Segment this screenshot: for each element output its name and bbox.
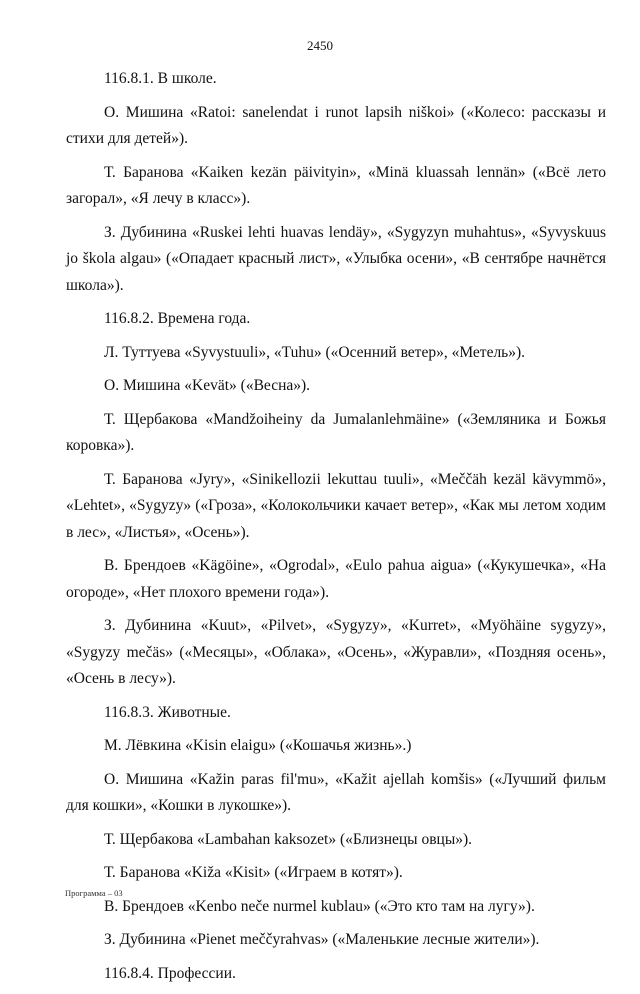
list-item: О. Мишина «Kevät» («Весна»). (104, 377, 311, 394)
document-body (66, 66, 606, 994)
section-heading-seasons: 116.8.2. Времена года. (104, 310, 251, 327)
list-item: З. Дубинина «Ruskei lehti huavas lendäy», «Sygyzyn muhahtus», «Syvyskuus jo škola algau» («Опадает красный лист», «Улыбка осени», «В сентябре начнётся школа»). (66, 223, 606, 294)
page-number: 2450 (307, 38, 333, 53)
list-item: В. Брендоев «Kenbo neče nurmel kublau» («Это кто там на лугу»). (104, 897, 535, 915)
list-item: О. Мишина «Ratoi: sanelendat i runot lapsih niškoi» («Колесо: рассказы и стихи для детей»). (66, 103, 606, 147)
footer-note: Программа – 03 (65, 888, 123, 898)
list-item: В. Брендоев «Kägöine», «Ogrodal», «Eulo pahua aigua» («Кукушечка», «На огороде», «Нет плохого времени года»). (66, 557, 606, 601)
list-item: Т. Баранова «Jyry», «Sinikellozii lekuttau tuuli», «Meččäh kezäl kävymmö», «Lehtet», «Sygyzy» («Гроза», «Колокольчики качает ветер», «Как мы летом ходим в лес», «Листья», «Осень»). (66, 470, 606, 541)
list-item: Л. Туттуева «Syvystuuli», «Tuhu» («Осенний ветер», «Метель»). (104, 343, 526, 361)
section-heading-animals: 116.8.3. Животные. (104, 703, 231, 721)
list-item: Т. Щербакова «Lambahan kaksozet» («Близнецы овцы»). (104, 830, 473, 848)
section-heading-professions: 116.8.4. Профессии. (104, 964, 236, 982)
section-heading-at-school: 116.8.1. В школе. (104, 70, 217, 87)
list-item: Т. Баранова «Kiža «Kisit» («Играем в котят»). (104, 864, 403, 881)
list-item: Т. Баранова «Kaiken kezän päivityin», «Minä kluassah lennän» («Всё лето загорал», «Я лечу в класс»). (66, 163, 606, 207)
list-item: Т. Щербакова «Mandžoiheiny da Jumalanlehmäine» («Земляника и Божья коровка»). (66, 410, 606, 454)
list-item: З. Дубинина «Kuut», «Pilvet», «Sygyzy», «Kurret», «Myöhäine sygyzy», «Sygyzy mečäs» («Месяцы», «Облака», «Осень», «Журавли», «Поздняя осень», «Осень в лесу»). (66, 617, 606, 687)
list-item: М. Лёвкина «Kisin elaigu» («Кошачья жизнь».) (104, 737, 412, 754)
list-item: З. Дубинина «Pienet meččyrahvas» («Маленькие лесные жители»). (104, 931, 540, 948)
list-item: О. Мишина «Kažin paras fil'mu», «Kažit ajellah komšis» («Лучший фильм для кошки», «Кошки в лукошке»). (66, 770, 606, 814)
